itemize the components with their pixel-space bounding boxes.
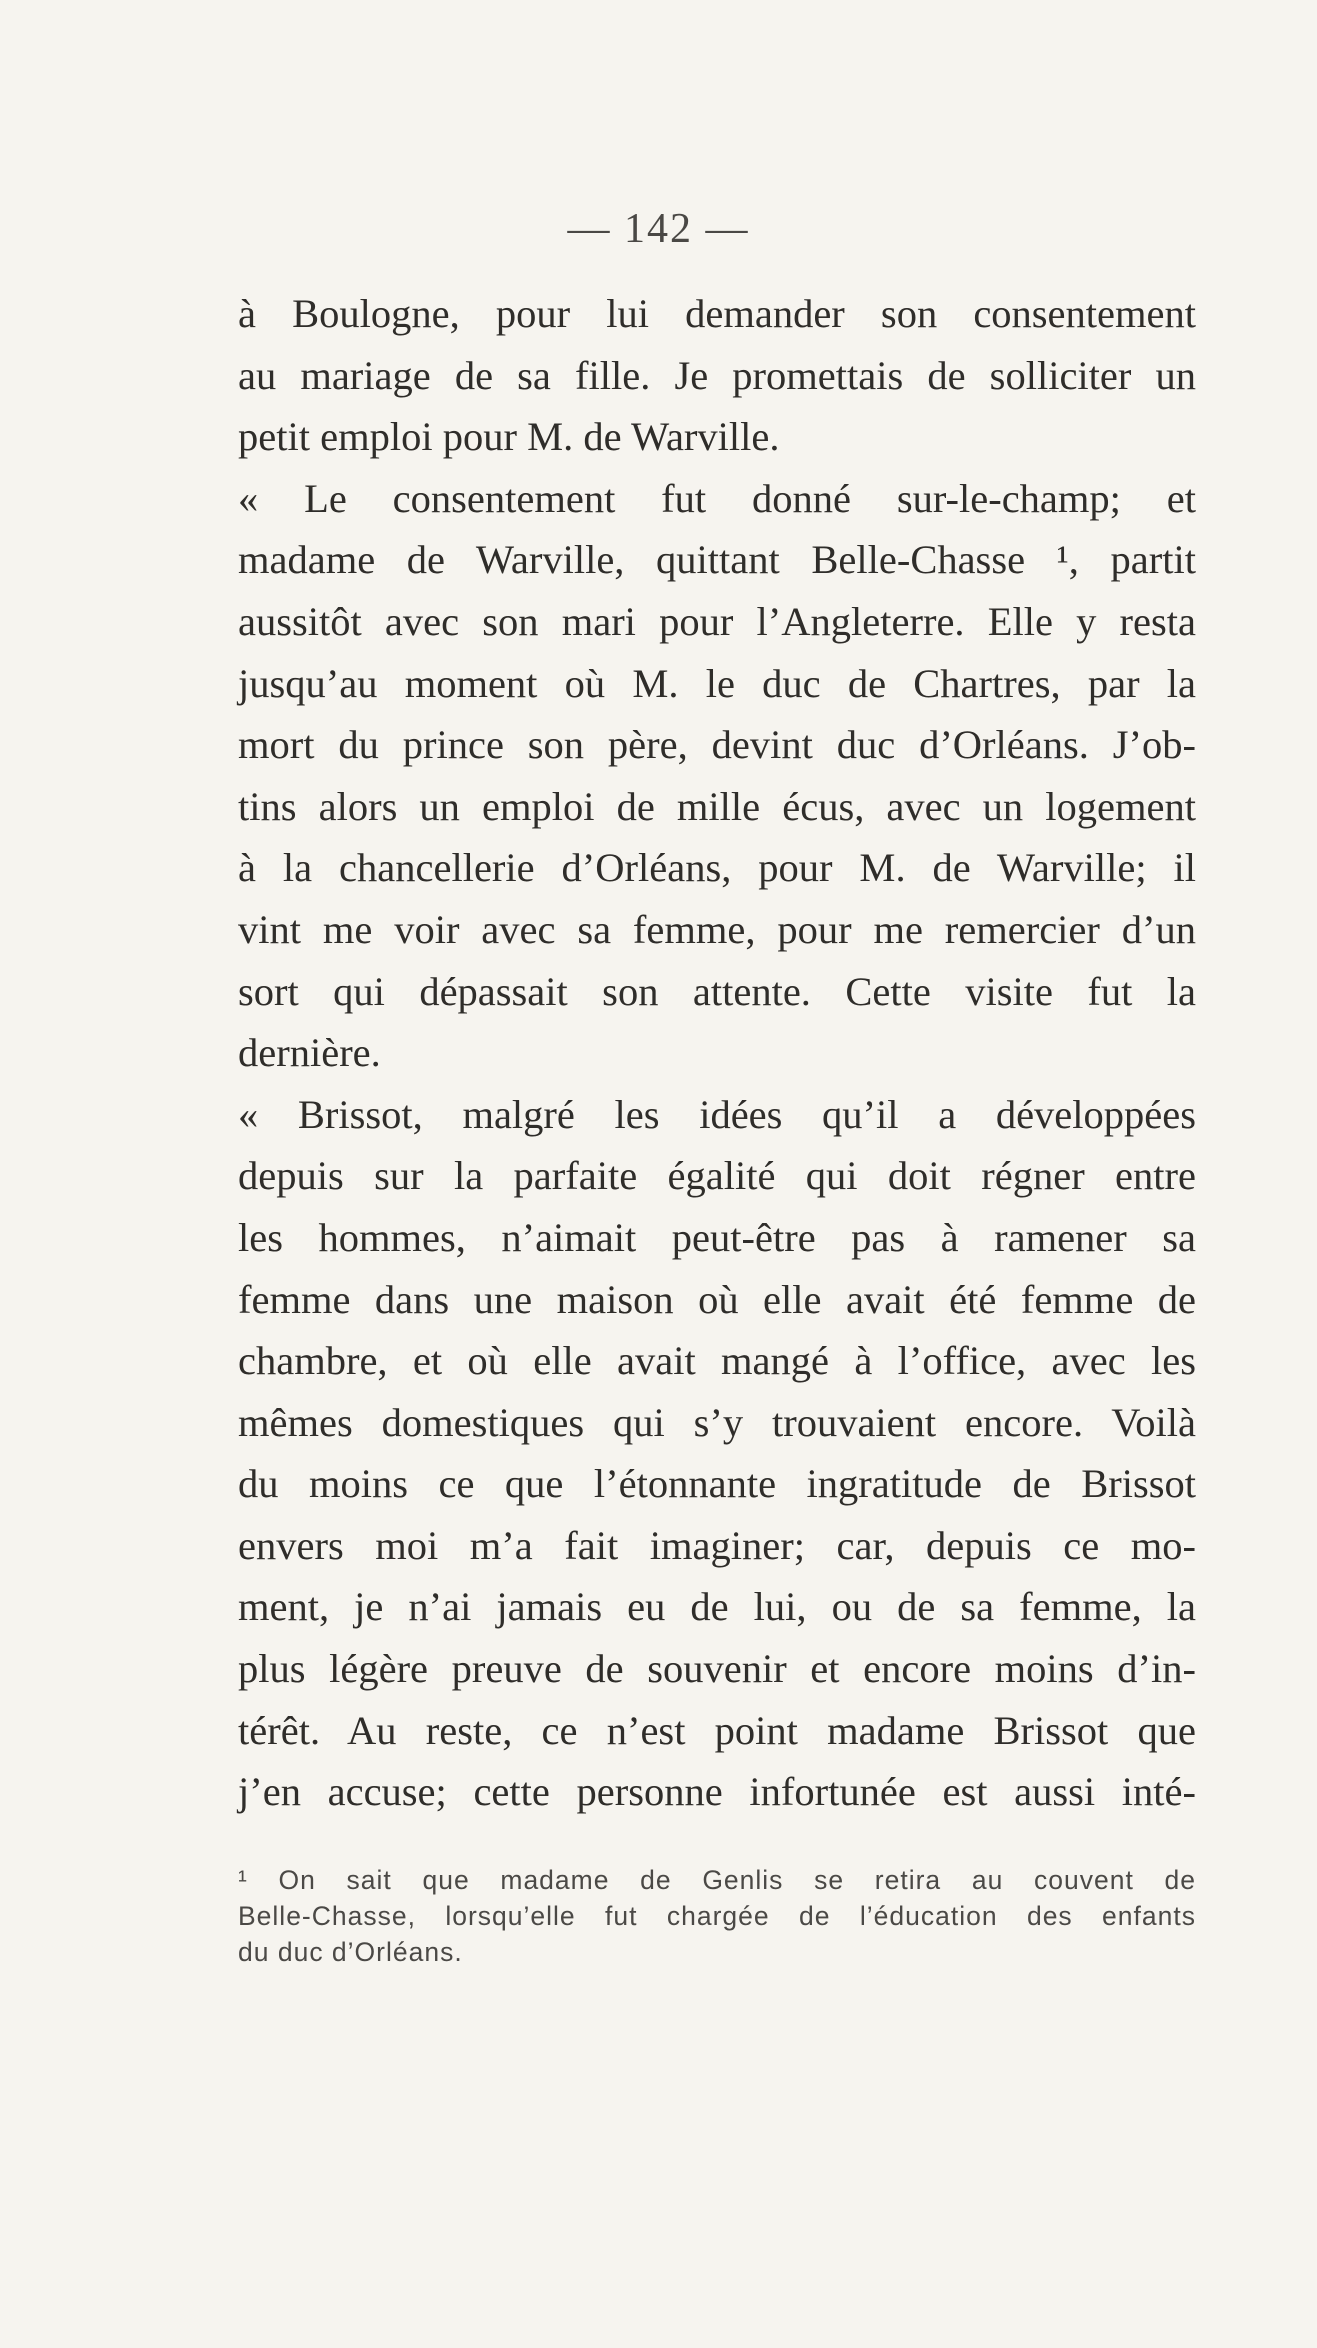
text-line: depuis sur la parfaite égalité qui doit régner entre [238,1153,1196,1199]
text-line: « Brissot, malgré les idées qu’il a développées [238,1091,1196,1137]
text-line: petit emploi pour M. de Warville. [238,414,780,460]
text-line: mort du prince son père, devint duc d’Orléans. J’ob- [238,722,1196,768]
text-line: dernière. [238,1030,381,1076]
footnote-line: ¹ On sait que madame de Genlis se retira au couvent de [238,1865,1196,1895]
text-line: à Boulogne, pour lui demander son consentement [238,291,1196,336]
text-line: plus légère preuve de souvenir et encore moins d’in- [238,1646,1196,1692]
text-line: j’en accuse; cette personne infortunée est aussi inté- [238,1769,1196,1815]
text-line: sort qui dépassait son attente. Cette visite fut la [238,968,1196,1014]
text-line: ment, je n’ai jamais eu de lui, ou de sa femme, la [238,1584,1196,1630]
text-line: tins alors un emploi de mille écus, avec un logement [238,783,1196,829]
text-line: jusqu’au moment où M. le duc de Chartres, par la [238,660,1196,706]
text-line: du moins ce que l’étonnante ingratitude de Brissot [238,1461,1196,1507]
footnote-line: Belle-Chasse, lorsqu’elle fut chargée de l’éducation des enfants [238,1901,1196,1931]
text-line: femme dans une maison où elle avait été femme de [238,1276,1196,1322]
text-line: aussitôt avec son mari pour l’Angleterre. Elle y resta [238,598,1196,644]
footnote-line: du duc d’Orléans. [238,1937,463,1967]
text-line: à la chancellerie d’Orléans, pour M. de Warville; il [238,845,1196,891]
text-line: térêt. Au reste, ce n’est point madame Brissot que [238,1707,1196,1753]
text-line: envers moi m’a fait imaginer; car, depuis ce mo- [238,1522,1196,1568]
text-line: madame de Warville, quittant Belle-Chasse ¹, partit [238,537,1196,583]
text-line: les hommes, n’aimait peut-être pas à ramener sa [238,1214,1196,1260]
text-line: « Le consentement fut donné sur-le-champ; et [238,475,1196,521]
text-line: au mariage de sa fille. Je promettais de solliciter un [238,352,1196,398]
footnote [238,1862,1196,1970]
body-text [238,283,1196,1823]
text-line: mêmes domestiques qui s’y trouvaient encore. Voilà [238,1399,1196,1445]
text-line: vint me voir avec sa femme, pour me remercier d’un [238,906,1196,952]
text-line: chambre, et où elle avait mangé à l’office, avec les [238,1338,1196,1384]
page-number: — 142 — [567,206,750,252]
